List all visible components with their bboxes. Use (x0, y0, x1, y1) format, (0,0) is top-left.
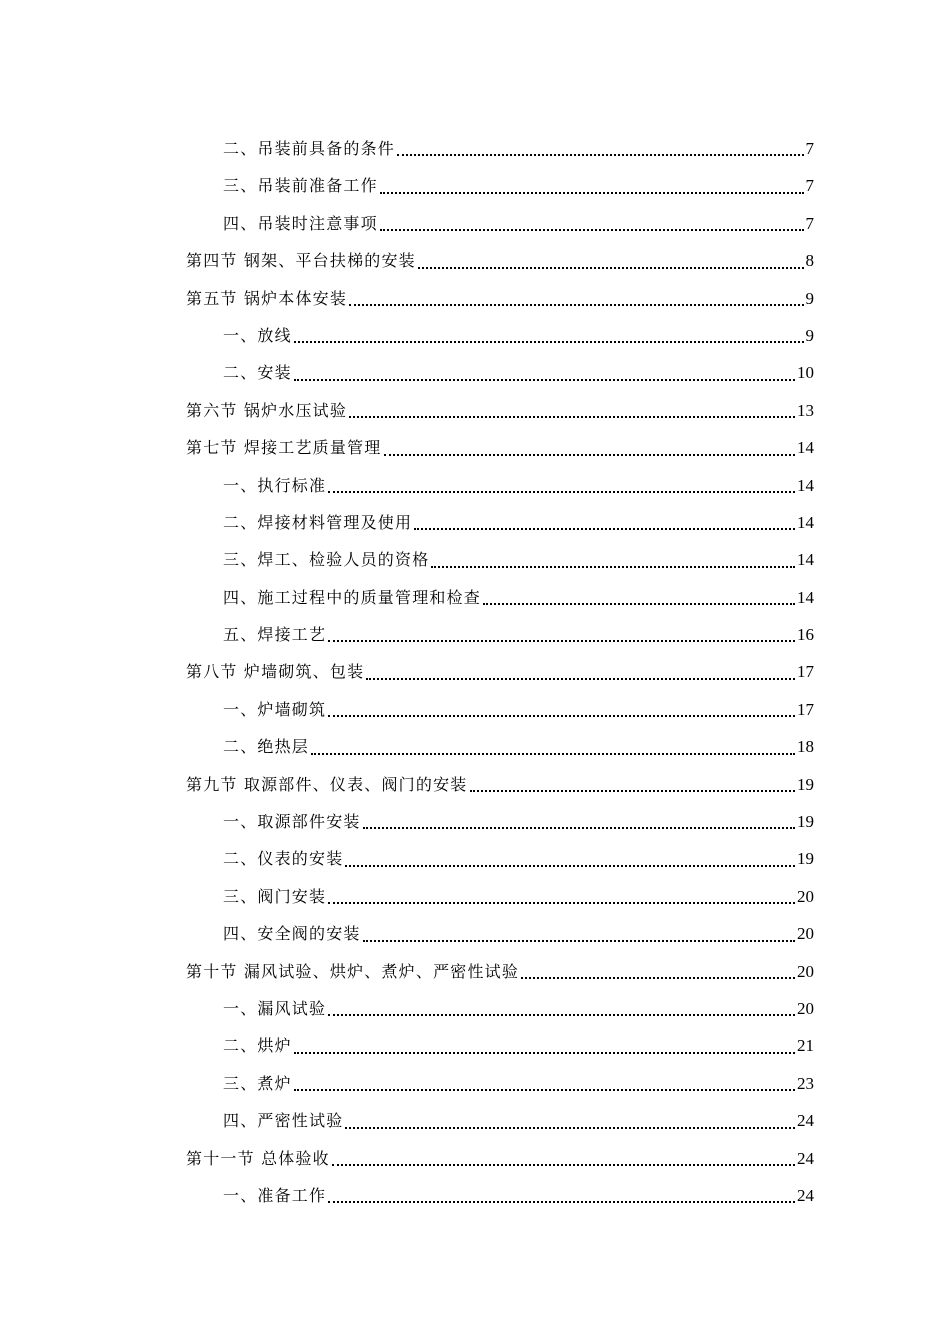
toc-entry-title: 第八节 炉墙砌筑、包装 (186, 662, 365, 682)
toc-entry-title: 第十节 漏风试验、烘炉、煮炉、严密性试验 (186, 961, 520, 981)
toc-dot-leader (294, 379, 795, 381)
toc-entry-title: 一、准备工作 (223, 1185, 327, 1205)
toc-page-number: 10 (797, 363, 814, 383)
toc-dot-leader (349, 416, 795, 418)
toc-entry-title: 三、吊装前准备工作 (223, 176, 378, 196)
toc-entry-title: 四、吊装时注意事项 (223, 213, 378, 233)
toc-page-number: 16 (797, 625, 814, 645)
toc-subsection-entry[interactable] (186, 205, 814, 242)
toc-dot-leader (366, 678, 795, 680)
toc-dot-leader (380, 192, 804, 194)
toc-dot-leader (328, 1201, 795, 1203)
toc-subsection-entry[interactable] (186, 728, 814, 765)
toc-subsection-entry[interactable] (186, 467, 814, 504)
toc-entry-title: 第六节 锅炉水压试验 (186, 400, 348, 420)
toc-entry-title: 二、吊装前具备的条件 (223, 138, 396, 158)
toc-entry-title: 二、焊接材料管理及使用 (223, 512, 413, 532)
toc-dot-leader (431, 566, 795, 568)
toc-page-number: 8 (805, 251, 814, 271)
toc-section-entry[interactable] (186, 653, 814, 690)
toc-subsection-entry[interactable] (186, 130, 814, 167)
toc-section-entry[interactable] (186, 392, 814, 429)
toc-page-number: 24 (797, 1148, 814, 1168)
toc-dot-leader (345, 1127, 795, 1129)
toc-page-number: 14 (797, 475, 814, 495)
toc-page-number: 19 (797, 849, 814, 869)
toc-page-number: 14 (797, 550, 814, 570)
toc-subsection-entry[interactable] (186, 915, 814, 952)
toc-section-entry[interactable] (186, 242, 814, 279)
toc-page-number: 17 (797, 699, 814, 719)
toc-subsection-entry[interactable] (186, 691, 814, 728)
toc-dot-leader (470, 790, 796, 792)
toc-subsection-entry[interactable] (186, 1027, 814, 1064)
toc-page-number: 18 (797, 737, 814, 757)
toc-entry-title: 四、施工过程中的质量管理和检查 (223, 587, 482, 607)
toc-section-entry[interactable] (186, 1140, 814, 1177)
toc-subsection-entry[interactable] (186, 354, 814, 391)
toc-dot-leader (294, 341, 804, 343)
toc-page-number: 20 (797, 886, 814, 906)
toc-dot-leader (414, 528, 795, 530)
toc-section-entry[interactable] (186, 953, 814, 990)
toc-page-number: 20 (797, 961, 814, 981)
toc-entry-title: 第四节 钢架、平台扶梯的安装 (186, 251, 416, 271)
toc-section-entry[interactable] (186, 766, 814, 803)
toc-entry-title: 二、仪表的安装 (223, 849, 344, 869)
toc-dot-leader (418, 267, 804, 269)
toc-dot-leader (294, 1089, 795, 1091)
toc-dot-leader (328, 1014, 795, 1016)
toc-page-number: 14 (797, 587, 814, 607)
toc-page-number: 7 (805, 213, 814, 233)
toc-section-entry[interactable] (186, 280, 814, 317)
toc-dot-leader (328, 715, 795, 717)
toc-page-number: 24 (797, 1185, 814, 1205)
toc-entry-title: 第九节 取源部件、仪表、阀门的安装 (186, 774, 468, 794)
toc-entry-title: 三、焊工、检验人员的资格 (223, 550, 430, 570)
toc-page-number: 7 (805, 138, 814, 158)
toc-page-number: 23 (797, 1073, 814, 1093)
toc-section-entry[interactable] (186, 429, 814, 466)
table-of-contents (186, 130, 814, 1214)
toc-page-number: 20 (797, 924, 814, 944)
toc-subsection-entry[interactable] (186, 541, 814, 578)
toc-subsection-entry[interactable] (186, 1102, 814, 1139)
toc-dot-leader (328, 491, 795, 493)
toc-subsection-entry[interactable] (186, 504, 814, 541)
toc-entry-title: 三、煮炉 (223, 1073, 292, 1093)
toc-entry-title: 一、取源部件安装 (223, 812, 361, 832)
toc-page-number: 9 (805, 288, 814, 308)
toc-page-number: 7 (805, 176, 814, 196)
toc-entry-title: 二、绝热层 (223, 737, 310, 757)
toc-page-number: 14 (797, 512, 814, 532)
toc-page-number: 19 (797, 774, 814, 794)
toc-dot-leader (384, 454, 796, 456)
toc-dot-leader (311, 753, 795, 755)
toc-subsection-entry[interactable] (186, 1177, 814, 1214)
toc-dot-leader (328, 640, 795, 642)
toc-entry-title: 一、漏风试验 (223, 998, 327, 1018)
toc-page-number: 19 (797, 812, 814, 832)
toc-page-number: 17 (797, 662, 814, 682)
toc-subsection-entry[interactable] (186, 840, 814, 877)
toc-entry-title: 五、焊接工艺 (223, 625, 327, 645)
toc-entry-title: 一、执行标准 (223, 475, 327, 495)
toc-subsection-entry[interactable] (186, 803, 814, 840)
toc-page-number: 20 (797, 998, 814, 1018)
toc-page-number: 24 (797, 1111, 814, 1131)
toc-page-number: 13 (797, 400, 814, 420)
toc-subsection-entry[interactable] (186, 616, 814, 653)
toc-entry-title: 第七节 焊接工艺质量管理 (186, 438, 382, 458)
toc-entry-title: 第十一节 总体验收 (186, 1148, 330, 1168)
toc-dot-leader (328, 902, 795, 904)
toc-page-number: 21 (797, 1036, 814, 1056)
toc-subsection-entry[interactable] (186, 167, 814, 204)
toc-subsection-entry[interactable] (186, 1065, 814, 1102)
toc-dot-leader (345, 865, 795, 867)
toc-dot-leader (349, 304, 803, 306)
toc-entry-title: 三、阀门安装 (223, 886, 327, 906)
toc-page-number: 9 (805, 325, 814, 345)
toc-dot-leader (363, 827, 795, 829)
toc-dot-leader (332, 1164, 795, 1166)
toc-dot-leader (483, 603, 795, 605)
toc-dot-leader (380, 229, 804, 231)
toc-entry-title: 一、放线 (223, 325, 292, 345)
toc-entry-title: 四、严密性试验 (223, 1111, 344, 1131)
toc-page-number: 14 (797, 438, 814, 458)
toc-subsection-entry[interactable] (186, 317, 814, 354)
toc-dot-leader (397, 154, 803, 156)
toc-entry-title: 二、安装 (223, 363, 292, 383)
toc-subsection-entry[interactable] (186, 579, 814, 616)
toc-entry-title: 二、烘炉 (223, 1036, 292, 1056)
toc-entry-title: 四、安全阀的安装 (223, 924, 361, 944)
toc-dot-leader (294, 1052, 795, 1054)
toc-dot-leader (521, 977, 795, 979)
toc-dot-leader (363, 940, 795, 942)
toc-subsection-entry[interactable] (186, 878, 814, 915)
toc-entry-title: 第五节 锅炉本体安装 (186, 288, 348, 308)
toc-subsection-entry[interactable] (186, 990, 814, 1027)
toc-entry-title: 一、炉墙砌筑 (223, 699, 327, 719)
